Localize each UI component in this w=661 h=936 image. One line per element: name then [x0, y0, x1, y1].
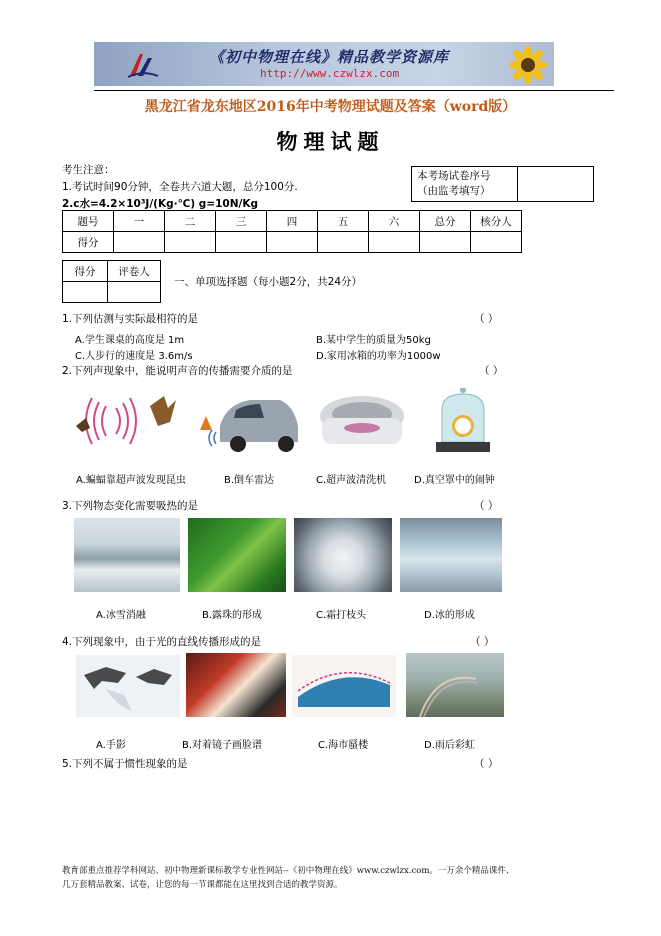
score-header-cell: 二 — [165, 211, 216, 232]
banner-url: http://www.czwlzx.com — [260, 67, 400, 80]
score-cell[interactable] — [369, 232, 420, 253]
question-1-option-d: D.家用冰箱的功率为1000w — [316, 351, 441, 362]
score-table-score-row — [63, 232, 522, 253]
bell-jar-alarm-image — [432, 388, 494, 454]
seat-number-label: 本考场试卷序号 （由监考填写） — [412, 167, 518, 202]
banner-title: 《初中物理在线》精品教学资源库 — [209, 48, 450, 66]
grader-score-field[interactable] — [63, 282, 108, 303]
grader-table — [62, 260, 161, 303]
score-header-cell: 六 — [369, 211, 420, 232]
question-2-caption-a: A.蝙蝠靠超声波发现昆虫 — [76, 475, 186, 486]
answer-bracket[interactable]: （ ） — [479, 365, 504, 377]
notice-heading: 考生注意： — [62, 164, 115, 176]
page-title: 物理试题 — [276, 129, 385, 154]
answer-bracket[interactable]: （ ） — [474, 500, 499, 512]
frost-branch-image — [294, 518, 392, 592]
sunflower-icon — [508, 45, 548, 85]
answer-bracket[interactable]: （ ） — [470, 636, 495, 648]
score-cell[interactable] — [318, 232, 369, 253]
question-1-option-a: A.学生课桌的高度是 1m — [75, 335, 185, 346]
rainbow-arc-icon — [406, 653, 504, 717]
candidate-notice — [62, 162, 298, 213]
score-cell[interactable] — [267, 232, 318, 253]
score-header-cell: 题号 — [63, 211, 114, 232]
question-2-caption-c: C.超声波清洗机 — [316, 475, 387, 486]
site-logo-icon — [126, 48, 160, 80]
footer-line-2: 几万套精品教案、试卷，让您的每一节课都能在这里找到合适的教学资源。 — [62, 880, 343, 890]
question-4-caption-d: D.雨后彩虹 — [424, 740, 475, 751]
question-3-stem: 3.下列物态变化需要吸热的是 — [62, 500, 199, 512]
score-table-header-row — [63, 211, 522, 232]
hand-shadow-image — [76, 655, 180, 717]
ice-sculpture-image — [400, 518, 502, 592]
section-heading: 一、单项选择题（每小题2分，共24分） — [174, 276, 363, 288]
rainbow-image — [406, 653, 504, 717]
notice-line-2: 2.c水=4.2×10³J/(Kg·℃) g=10N/Kg — [62, 198, 258, 210]
score-cell[interactable] — [114, 232, 165, 253]
question-5-stem: 5.下列不属于惯性现象的是 — [62, 758, 188, 770]
header-rule — [94, 90, 614, 91]
score-cell[interactable] — [165, 232, 216, 253]
melting-snow-image — [74, 518, 180, 592]
score-header-cell: 总分 — [420, 211, 471, 232]
score-header-cell: 一 — [114, 211, 165, 232]
question-1-stem: 1.下列估测与实际最相符的是 — [62, 313, 199, 325]
score-header-cell: 核分人 — [471, 211, 522, 232]
footer-line-1: 教育部重点推荐学科网站、初中物理新课标教学专业性网站--《初中物理在线》www.czwlzx.com。一万余个精品课件、 — [62, 866, 515, 876]
score-header-cell: 三 — [216, 211, 267, 232]
grader-name-label: 评卷人 — [108, 261, 161, 282]
question-3-caption-c: C.霜打枝头 — [316, 610, 367, 621]
question-3-caption-b: B.露珠的形成 — [202, 610, 263, 621]
seat-number-field[interactable] — [518, 167, 594, 202]
score-header-cell: 五 — [318, 211, 369, 232]
grader-name-field[interactable] — [108, 282, 161, 303]
document-headline: 黑龙江省龙东地区2016年中考物理试题及答案（word版） — [144, 99, 517, 115]
bat-ultrasound-image — [72, 386, 182, 456]
question-3-caption-a: A.冰雪消融 — [96, 610, 146, 621]
reversing-radar-image — [190, 386, 302, 456]
grader-score-label: 得分 — [63, 261, 108, 282]
question-4-caption-c: C.海市蜃楼 — [318, 740, 369, 751]
score-row-label: 得分 — [63, 232, 114, 253]
score-cell[interactable] — [471, 232, 522, 253]
dew-drops-image — [188, 518, 286, 592]
question-4-caption-b: B.对着镜子画脸谱 — [182, 740, 263, 751]
mirror-face-painting-image — [186, 653, 286, 717]
page-footer — [62, 864, 622, 892]
question-4-caption-a: A.手影 — [96, 740, 126, 751]
score-cell[interactable] — [420, 232, 471, 253]
header-banner — [94, 42, 554, 86]
ultrasonic-cleaner-image — [316, 390, 408, 452]
question-4-stem: 4.下列现象中，由于光的直线传播形成的是 — [62, 636, 262, 648]
score-table — [62, 210, 522, 253]
answer-bracket[interactable]: （ ） — [474, 313, 499, 325]
notice-line-1: 1.考试时间90分钟，全卷共六道大题，总分100分. — [62, 181, 298, 193]
score-cell[interactable] — [216, 232, 267, 253]
answer-bracket[interactable]: （ ） — [474, 758, 499, 770]
mirage-image — [292, 655, 396, 717]
question-1-option-b: B.某中学生的质量为50kg — [316, 335, 431, 346]
question-2-caption-b: B.倒车雷达 — [224, 475, 275, 486]
question-2-stem: 2.下列声现象中，能说明声音的传播需要介质的是 — [62, 365, 293, 377]
question-3-caption-d: D.冰的形成 — [424, 610, 475, 621]
seat-number-box — [411, 166, 594, 202]
score-header-cell: 四 — [267, 211, 318, 232]
question-1-option-c: C.人步行的速度是 3.6m/s — [75, 351, 193, 362]
question-2-caption-d: D.真空罩中的闹钟 — [414, 475, 495, 486]
